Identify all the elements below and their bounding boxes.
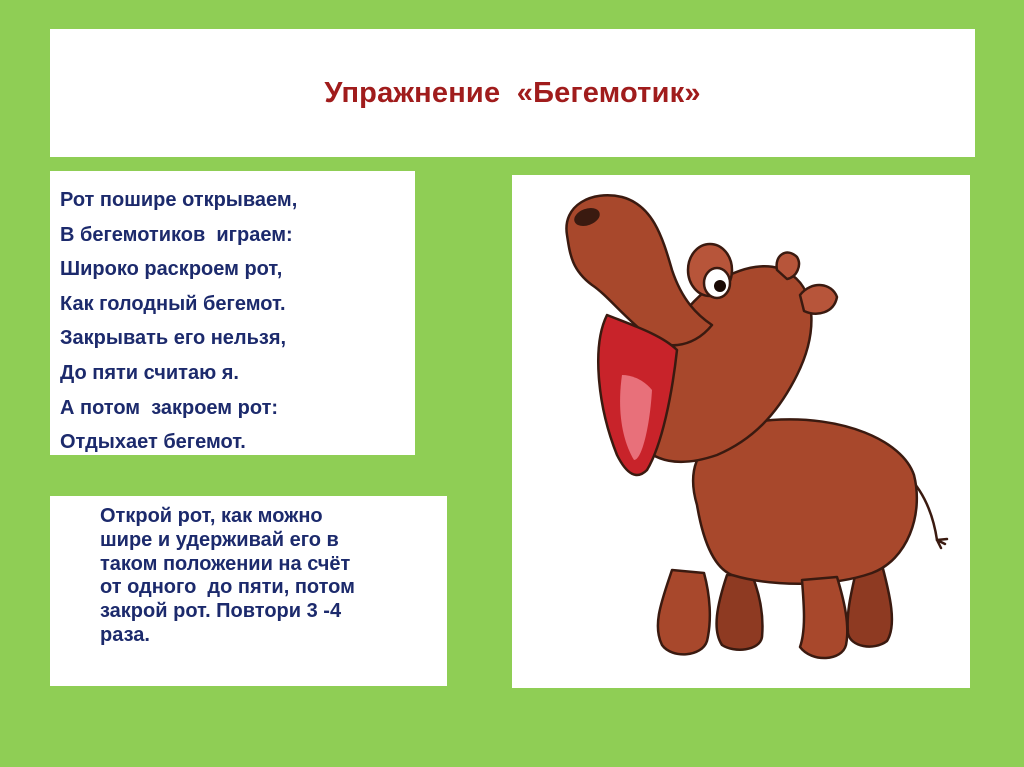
instruction-line: таком положении на счёт [100, 552, 351, 575]
poem-line: А потом закроем рот: [60, 396, 279, 419]
instruction-panel [50, 496, 447, 686]
title-panel [50, 29, 975, 157]
instruction-line: шире и удерживай его в [100, 528, 339, 551]
poem-line: До пяти считаю я. [60, 361, 239, 384]
poem-line: Отдыхает бегемот. [60, 431, 246, 454]
slide-title: Упражнение «Бегемотик» [324, 76, 701, 109]
poem-line: В бегемотиков играем: [60, 223, 293, 246]
instruction-line: от одного до пяти, потом [100, 576, 355, 599]
poem-line: Рот пошире открываем, [60, 189, 298, 211]
instruction-line: закрой рот. Повтори 3 -4 [100, 600, 342, 623]
hippo-illustration-icon [512, 175, 970, 688]
poem-line: Широко раскроем рот, [60, 258, 283, 281]
poem-line: Закрывать его нельзя, [60, 327, 287, 350]
poem-panel [50, 171, 415, 455]
picture-panel [512, 175, 970, 688]
poem-line: Как голодный бегемот. [60, 292, 286, 315]
instruction-line: раза. [100, 623, 150, 646]
instruction-line: Открой рот, как можно [100, 505, 323, 527]
